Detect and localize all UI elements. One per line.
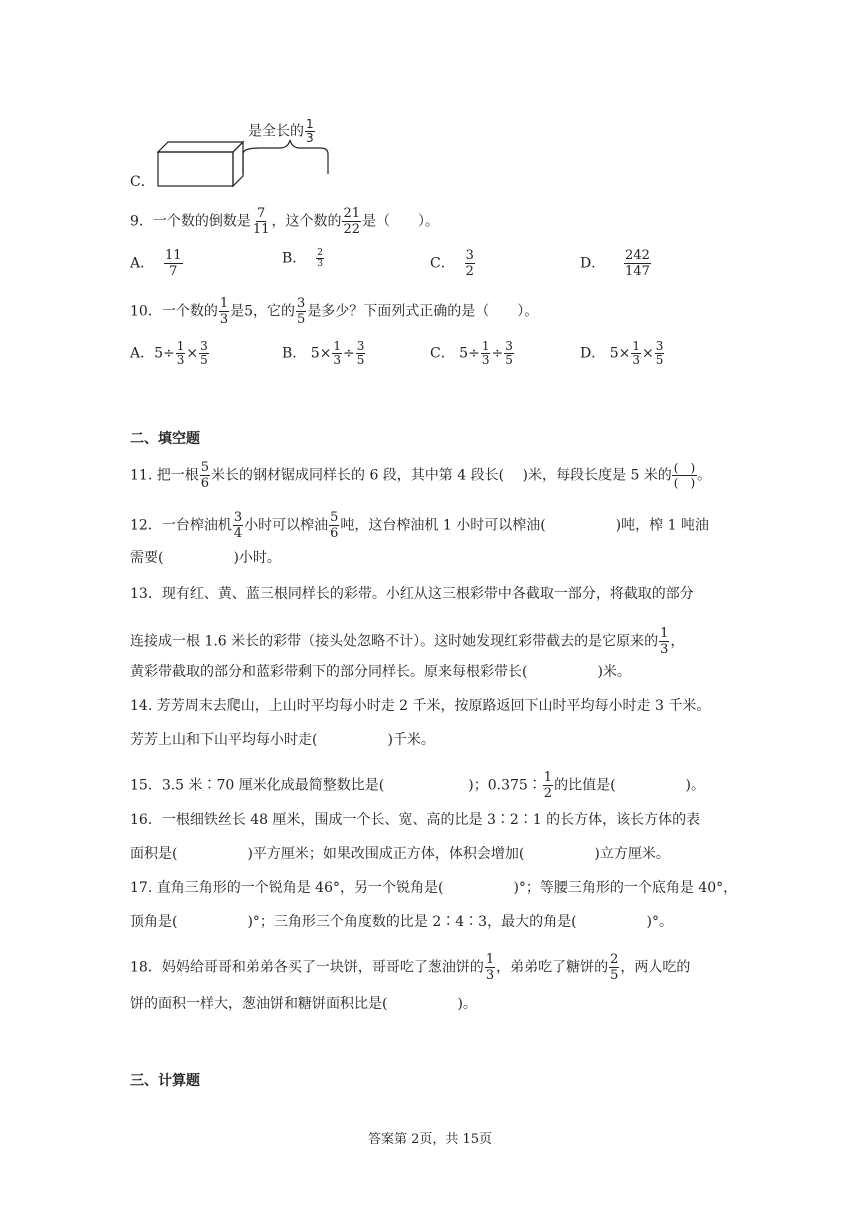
question-14-line2: 芳芳上山和下山平均每小时走( )千米。 [130,732,435,748]
question-16-line1: 16．一根细铁丝长 48 厘米，围成一个长、宽、高的比是 3∶2∶1 的长方体，该长方体的表 [130,812,701,828]
question-9: 9．一个数的倒数是 $\frac{7}{11}$ ，这个数的 $\frac{21}{22}$ 是（ ）。 [130,206,440,237]
question-13-line1: 13．现有红、黄、蓝三根同样长的彩带。小红从这三根彩带中各截取一部分，将截取的部分 [130,586,694,602]
q10-option-a: A．5÷ $\frac{1}{3}$ × $\frac{3}{5}$ [130,339,208,367]
q9-option-b: B． $\frac{2}{3}$ [282,248,323,269]
question-13-line2: 连接成一根 1.6 米长的彩带（接头处忽略不计）。这时她发现红彩带截去的是它原来的 $\frac{1}{3}$ ， [130,626,685,657]
q9-option-a: A． $\frac{11}{7}$ [130,248,182,279]
section-title-calculation: 三、计算题 [130,1073,200,1089]
question-18: 18．妈妈给哥哥和弟弟各买了一块饼，哥哥吃了葱油饼的 $\frac{1}{3}$ ，弟弟吃了糖饼的 $\frac{2}{5}$ ，两人吃的 [130,952,691,983]
question-18-line2: 饼的面积一样大，葱油饼和糖饼面积比是( )。 [130,996,477,1012]
question-17-line2: 顶角是( )°；三角形三个角度数的比是 2∶4∶3，最大的角是( )°。 [130,914,674,930]
q10-option-d: D． 5× $\frac{1}{3}$ × $\frac{3}{5}$ [580,339,664,367]
figure-label: 是全长的 $\frac{1}{3}$ [248,117,314,145]
question-14-line1: 14. 芳芳周末去爬山，上山时平均每小时走 2 千米，按原路返回下山时平均每小时走 3 千米。 [130,698,711,714]
question-10: 10．一个数的 $\frac{1}{3}$ 是5，它的 $\frac{3}{5}$ 是多少？下面列式正确的是（ ）。 [130,296,539,327]
question-15: 15．3.5 米∶70 厘米化成最简整数比是( )；0.375∶ $\frac{1}{2}$ 的比值是( )。 [130,770,706,801]
question-12: 12．一台榨油机 $\frac{3}{4}$ 小时可以榨油 $\frac{5}{6}$ 吨，这台榨油机 1 小时可以榨油( )吨，榨 1 吨油 [130,510,709,541]
section-title-fill-blank: 二、填空题 [130,431,200,447]
question-12-line2: 需要( )小时。 [130,550,281,566]
page-footer: 答案第 2页，共 15页 [367,1132,493,1147]
question-16-line2: 面积是( )平方厘米；如果改围成正方体，体积会增加( )立方厘米。 [130,846,670,862]
question-17-line1: 17. 直角三角形的一个锐角是 46°，另一个锐角是( )°；等腰三角形的一个底角是 40°， [130,880,738,896]
question-13-line3: 黄彩带截取的部分和蓝彩带剩下的部分同样长。原来每根彩带长( )米。 [130,664,631,680]
question-11: 11. 把一根 $\frac{5}{6}$ 米长的钢材锯成同样长的 6 段，其中第 4 段长( )米，每段长度是 5 米的 ( ) ( ) 。 [130,460,712,491]
q9-option-c: C． $\frac{3}{2}$ [430,248,474,279]
option-c-label: C． [130,174,155,190]
q9-option-d: D． $\frac{242}{147}$ [580,248,650,279]
q10-option-c: C． 5÷ $\frac{1}{3}$ ÷ $\frac{3}{5}$ [430,339,513,367]
q10-option-b: B． 5× $\frac{1}{3}$ ÷ $\frac{3}{5}$ [282,339,365,367]
